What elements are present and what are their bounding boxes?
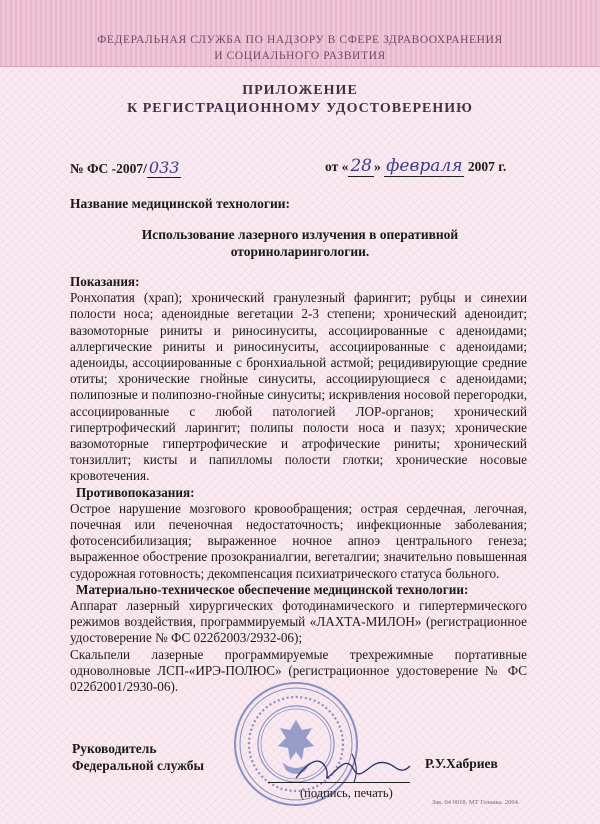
indications-text: Ронхопатия (храп); хронический гранулезный фарингит; рубцы и синехии полости носа; аденоидные вегетации 2-3 степени; хронический аденоидит; вазомоторные риниты и риносинуситы, ассоциированные с аденоидами; аллергические риниты и риносинуситы, ассоциированные с аденоидами; аденоиды, ассоциированные с бронхиальной астмой; рецидивирующие средние отиты; хронические гнойные синуситы, ассоциирующиеся с аденоидами; полипозные и полипозно-гнойные синуситы; искривления носовой перегородки, ассоциированные с любой патологией ЛОР-органов; хронический гипертрофический ларингит; полипы полости носа и пазух; хронические вазомоторные гипертрофические и атрофические риниты; хронический тонзиллит; кисты и папилломы полости глотки; хронические носовые кровотечения. [70,290,527,484]
equipment-text-1: Аппарат лазерный хирургических фотодинамического и гипертермического режимов воздействия, программируемый «ЛАХТА-МИЛОН» (регистрационное удостоверение № ФС 022б2003/2932-06); [70,598,527,646]
signatory-title [72,740,204,774]
equipment-title: Материально-техническое обеспечение медицинской технологии: [76,581,469,597]
equipment-text-2: Скальпели лазерные программируемые трехрежимные портативные одноволновые ЛСП-«ИРЭ-ПОЛЮС» (регистрационное удостоверение № ФС 022б2001/2930-06). [70,646,527,695]
signatory-title-line1: Руководитель [72,741,157,756]
contraindications-title: Противопоказания: [76,484,195,500]
date-year: 2007 г. [467,159,507,174]
signatory-title-line2: Федеральной службы [72,758,205,773]
signatory-name: Р.У.Хабриев [425,756,498,771]
registration-prefix: № ФС -2007/ [70,161,147,176]
date-prefix: от « [325,159,349,174]
agency-header-line2: И СОЦИАЛЬНОГО РАЗВИТИЯ [214,50,386,62]
technology-name-line1: Использование лазерного излучения в оперативной [141,227,459,242]
registration-handwritten-number: 033 [148,158,180,177]
registration-date [325,156,506,176]
appendix-title [0,82,600,118]
date-day: 28 [350,156,372,176]
signature-caption: (подпись, печать) [300,786,393,800]
agency-header [0,32,600,64]
printer-imprint: Зак. 04 0018. МТ Гознака. 2004. [432,799,520,806]
document-body [70,274,527,695]
appendix-title-line1: ПРИЛОЖЕНИЕ [242,83,358,98]
technology-name-line2: оториноларингологии. [230,244,370,259]
appendix-title-line2: К РЕГИСТРАЦИОННОМУ УДОСТОВЕРЕНИЮ [127,101,473,116]
registration-number [70,158,181,177]
technology-name [110,226,490,260]
signature-line [268,782,410,783]
agency-header-line1: ФЕДЕРАЛЬНАЯ СЛУЖБА ПО НАДЗОРУ В СФЕРЕ ЗДРАВООХРАНЕНИЯ [97,34,503,46]
indications-title: Показания: [70,274,140,289]
date-mid: » [373,159,381,174]
contraindications-text: Острое нарушение мозгового кровообращения; острая сердечная, легочная, почечная или печеночная недостаточность; инфекционные заболевания; фотосенсибилизация; выраженное ночное апноэ центрального генеза; выраженное обострение прозокраниалгии, вегеталгии; значительно повышенная судорожная готовность; декомпенсация психиатрического статуса больного. [70,500,527,581]
technology-label: Название медицинской технологии: [70,196,291,211]
date-month: февраля [386,156,463,176]
